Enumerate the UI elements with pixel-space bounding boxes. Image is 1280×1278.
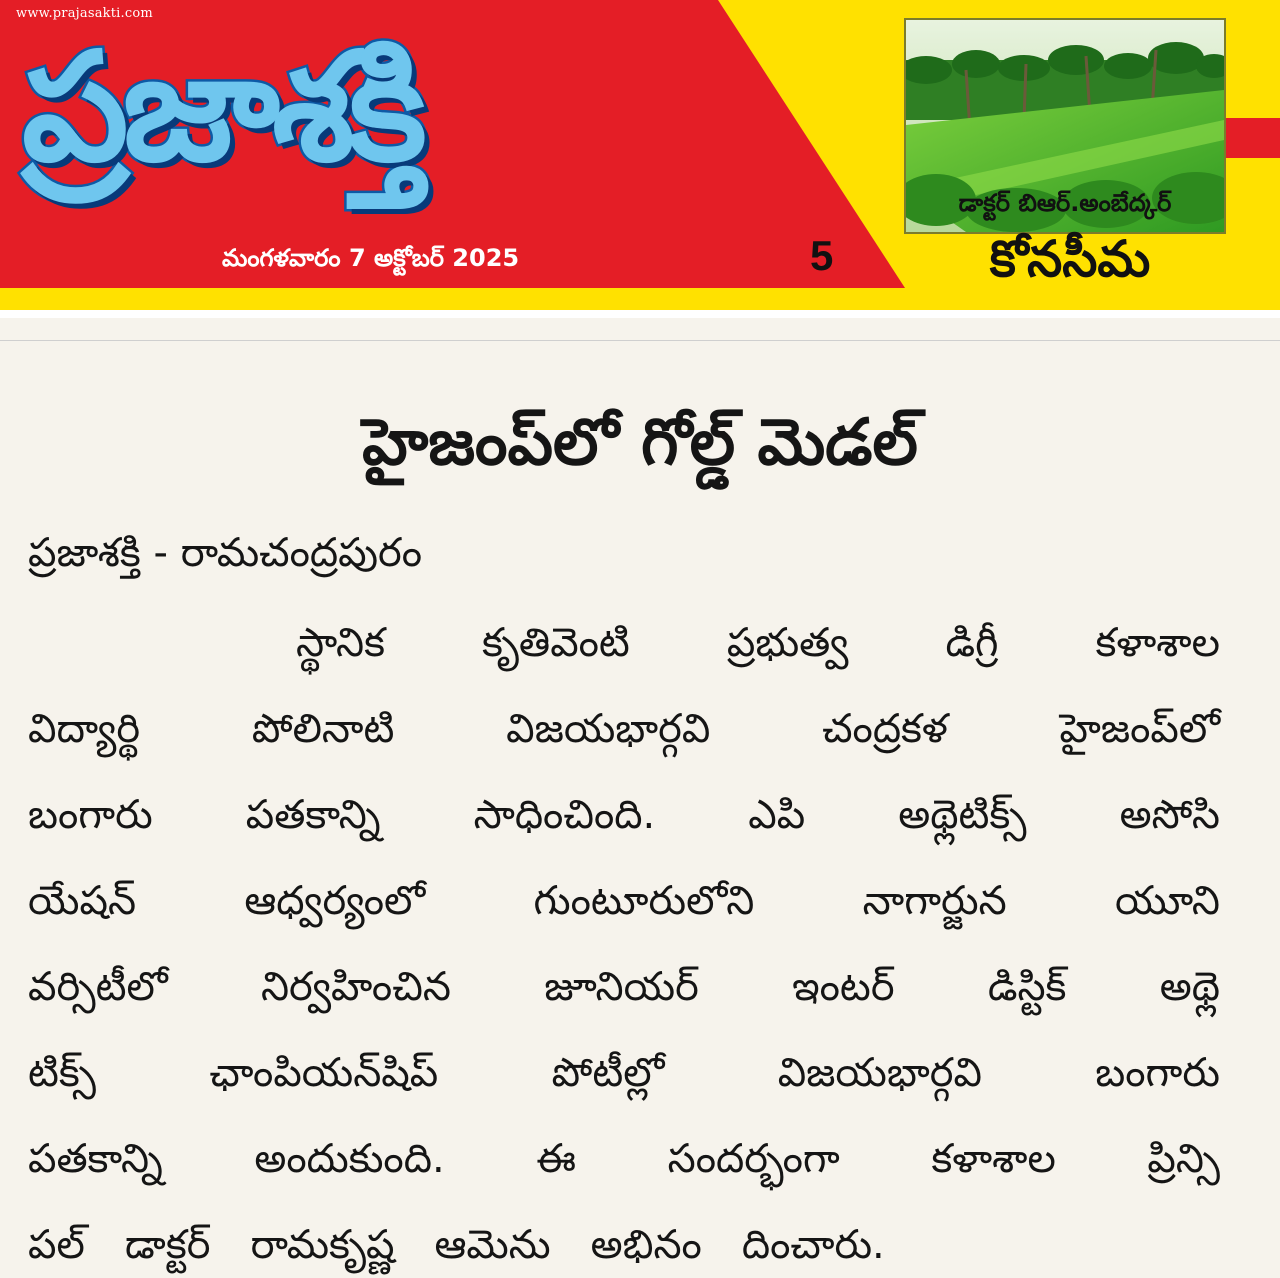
word: అథ్లెటిక్స్ [898,792,1027,838]
word: ఆమెను [434,1222,551,1268]
word: పోలినాటి [251,706,395,752]
photo-caption: డాక్టర్ బిఆర్.అంబేద్కర్ [958,189,1172,217]
masthead-divider [0,340,1280,341]
body-line-5 [28,964,1220,1020]
district-name: కోనసీమ [989,230,1151,288]
issue-date: మంగళవారం 7 అక్టోబర్ 2025 [222,244,520,272]
word: ఛాంపియన్‌షిప్ [209,1050,439,1096]
word: డిస్టిక్ [987,964,1067,1010]
word: ఎపి [748,792,806,838]
word: వర్సిటీలో [28,964,168,1010]
word: కళాశాల [1095,620,1220,666]
body-line-8 [28,1222,1220,1278]
body-line-2 [28,706,1220,762]
word: పతకాన్ని [245,792,381,838]
word: ప్రిన్సి [1147,1136,1220,1182]
page-number: 5 [810,232,834,279]
article-headline: హైజంప్‌లో గోల్డ్ మెడల్ [362,406,918,480]
word: స్థానిక [296,620,385,666]
word: జూనియర్ [544,964,699,1010]
word: విద్యార్థి [28,706,141,752]
word: అథ్లె [1159,964,1220,1010]
word: అభినం [590,1222,702,1268]
word: విజయభార్గవి [506,706,711,752]
word: అందుకుంది. [254,1136,445,1182]
word: నాగార్జున [862,878,1007,924]
word: రామకృష్ణ [250,1222,395,1268]
word: హైజంప్‌లో [1059,706,1220,752]
masthead [0,0,1280,318]
body-line-7 [28,1136,1220,1192]
word: ఇంటర్ [792,964,895,1010]
word: సాధించింది. [473,792,656,838]
word: కృతివెంటి [482,620,630,666]
word: యేషన్ [28,878,137,924]
body-line-4 [28,878,1220,934]
word: బంగారు [28,792,153,838]
word: యూని [1115,878,1220,924]
word: బంగారు [1095,1050,1220,1096]
newspaper-logo: ప్రజాశక్తి [22,21,421,195]
word: ఈ [536,1136,577,1182]
word: పతకాన్ని [28,1136,163,1182]
body-line-3 [28,792,1220,848]
word: నిర్వహించిన [260,964,451,1010]
word: డిగ్రీ [945,620,999,666]
word: డాక్టర్ [124,1222,211,1268]
word: గుంటూరులోని [533,878,755,924]
site-url: www.prajasakti.com [16,6,153,21]
word: పల్ [28,1222,85,1268]
word: పోటీల్లో [551,1050,665,1096]
word: సందర్భంగా [667,1136,840,1182]
word: టిక్స్ [28,1050,96,1096]
word: ప్రభుత్వ [726,620,849,666]
article-dateline: ప్రజాశక్తి - రామచంద్రపురం [28,530,423,576]
word: చంద్రకళ [822,706,948,752]
body-line-1 [296,620,1220,676]
body-line-6 [28,1050,1220,1106]
word: కళాశాల [931,1136,1056,1182]
word: విజయభార్గవి [777,1050,982,1096]
word: అసోసి [1119,792,1220,838]
word: దించారు. [741,1222,885,1268]
word: ఆధ్వర్యంలో [244,878,426,924]
